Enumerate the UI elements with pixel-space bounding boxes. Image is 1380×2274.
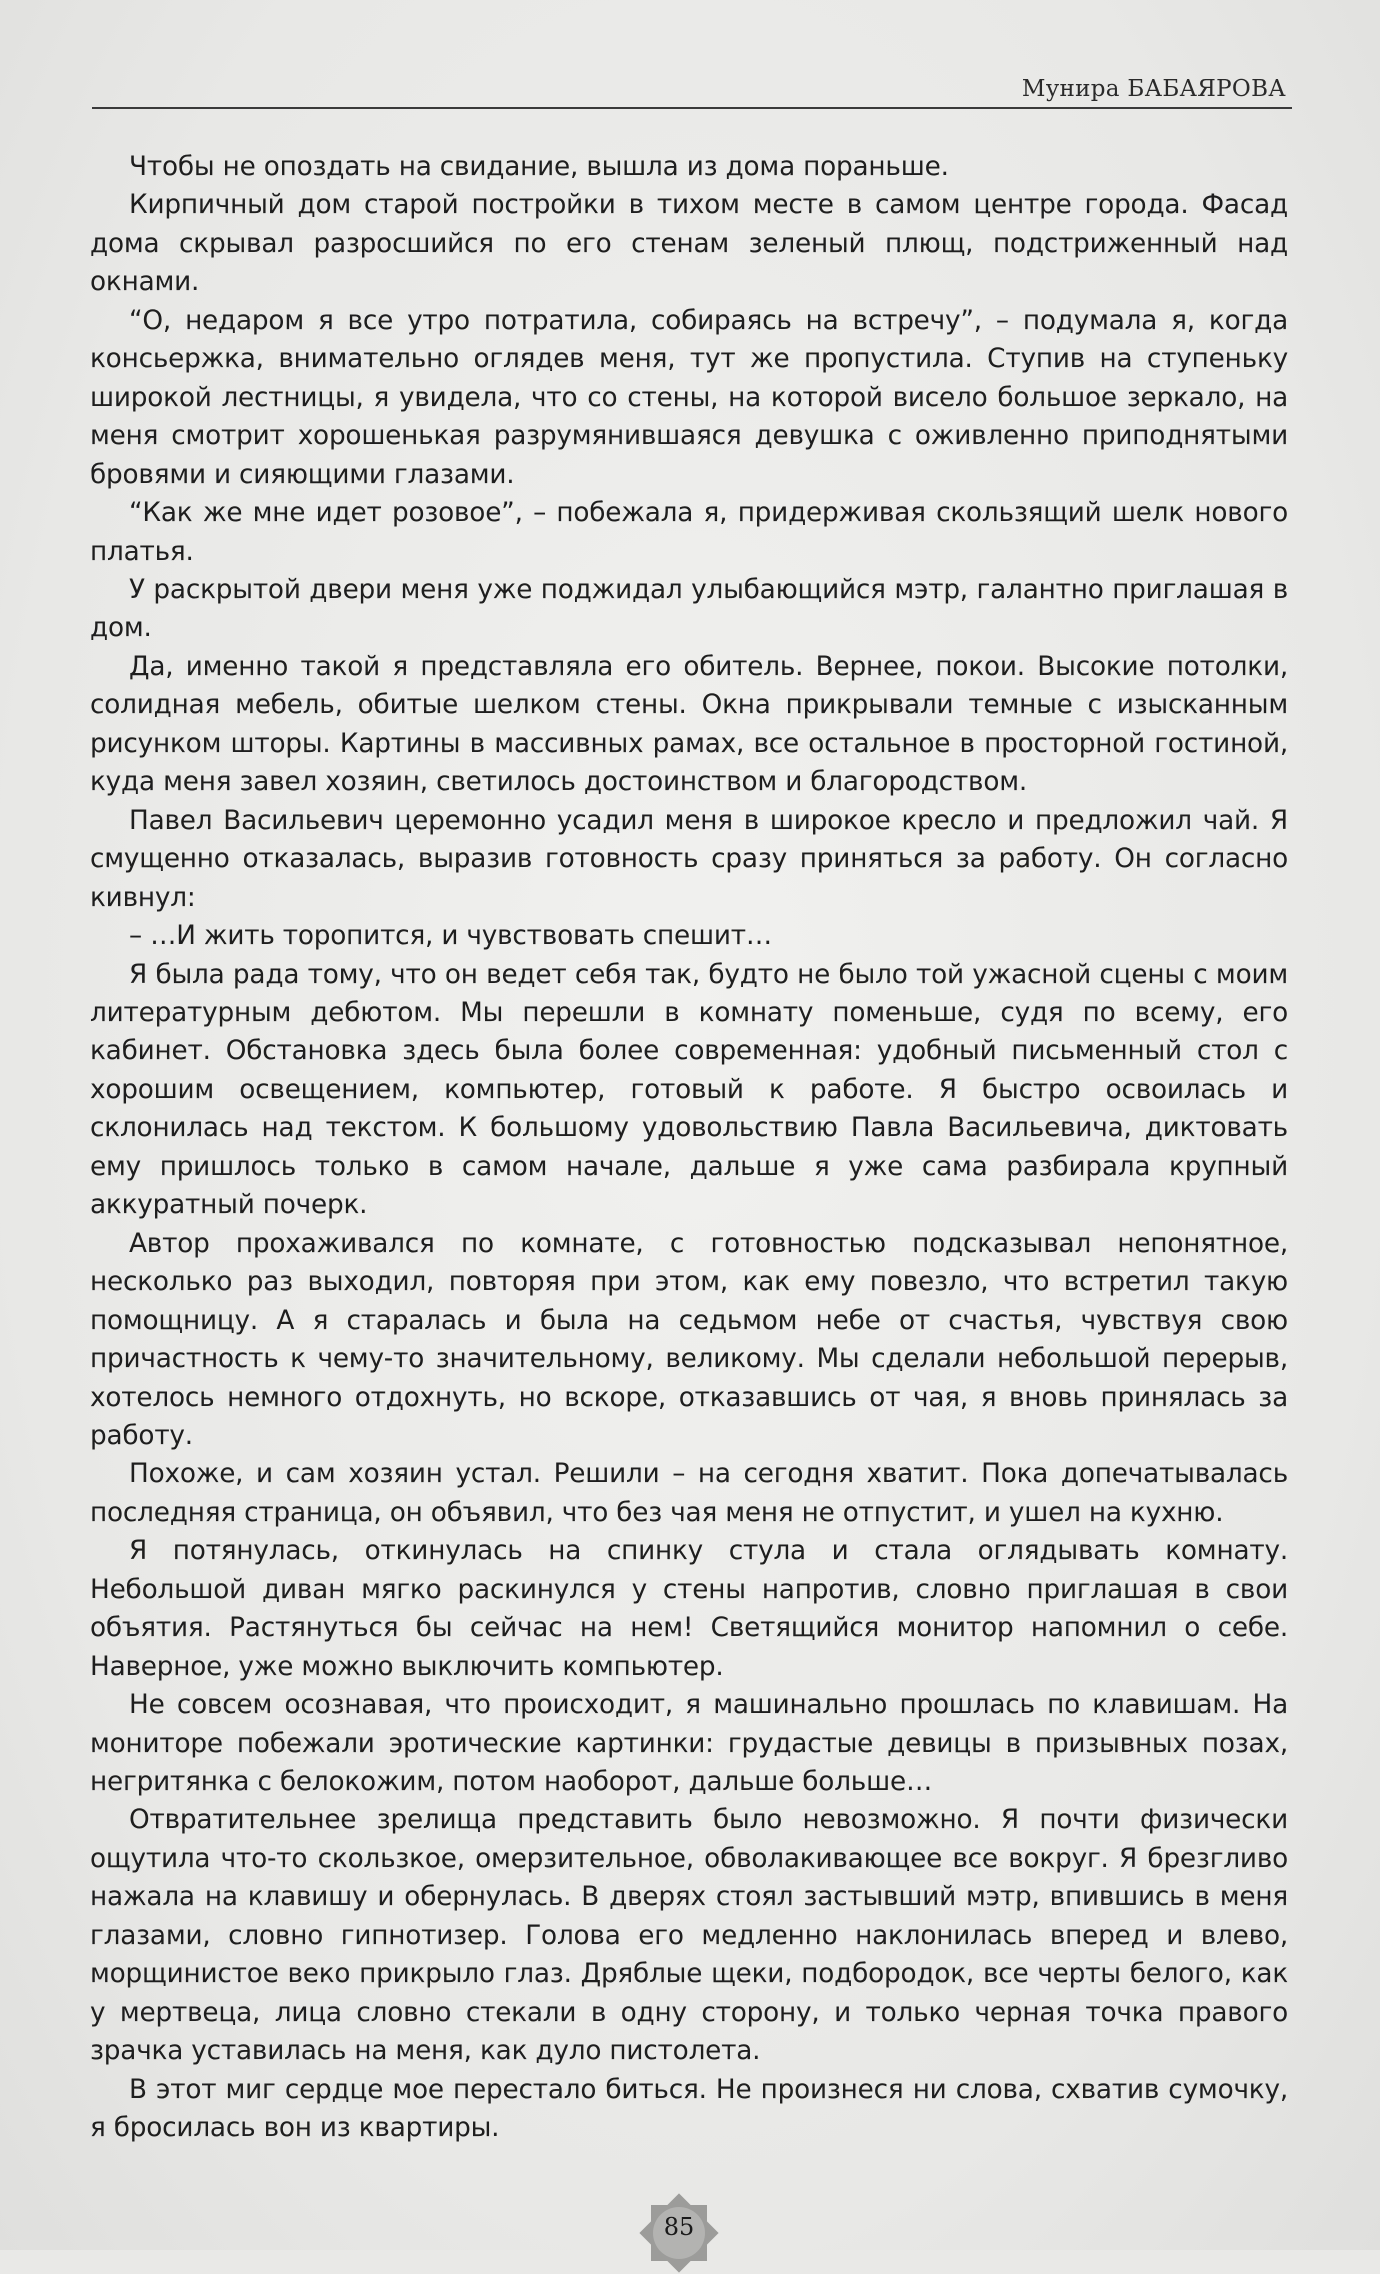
paragraph: Павел Васильевич церемонно усадил меня в широкое кресло и предложил чай. Я смущенно отказалась, выразив готовность сразу приняться за работу. Он согласно кивнул: [90, 805, 1288, 913]
paragraph: Не совсем осознавая, что происходит, я машинально прошлась по клавишам. На мониторе побежали эротические картинки: грудастые девицы в призывных позах, негритянка с белокожим, потом наоборот, дальше больше… [90, 1690, 1288, 1798]
paragraph: Чтобы не опоздать на свидание, вышла из дома пораньше. [129, 152, 949, 182]
paragraph: У раскрытой двери меня уже поджидал улыбающийся мэтр, галантно приглашая в дом. [90, 574, 1288, 644]
paragraph: Я потянулась, откинулась на спинку стула и стала оглядывать комнату. Небольшой диван мягко раскинулся у стены напротив, словно приглашая в свои объятия. Растянуться бы сейчас на нем! Светящийся монитор напомнил о себе. Наверное, уже можно выключить компьютер. [90, 1536, 1288, 1682]
header-rule [92, 107, 1292, 109]
paragraph: Да, именно такой я представляла его обитель. Вернее, покои. Высокие потолки, солидная мебель, обитые шелком стены. Окна прикрывали темные с изысканным рисунком шторы. Картины в массивных рамах, все остальное в просторной гостиной, куда меня завел хозяин, светилось достоинством и благородством. [90, 651, 1288, 798]
paragraph: Похоже, и сам хозяин устал. Решили – на сегодня хватит. Пока допечатывалась последняя страница, он объявил, что без чая меня не отпустит, и ушел на кухню. [90, 1459, 1288, 1528]
paragraph: В этот миг сердце мое перестало биться. Не произнеся ни слова, схватив сумочку, я бросилась вон из квартиры. [90, 2074, 1288, 2144]
paragraph: Я была рада тому, что он ведет себя так, будто не было той ужасной сцены с моим литературным дебютом. Мы перешли в комнату поменьше, судя по всему, его кабинет. Обстановка здесь была более современная: удобный письменный стол с хорошим освещением, компьютер, готовый к работе. Я быстро освоилась и склонилась над текстом. К большому удовольствию Павла Васильевича, диктовать ему пришлось только в самом начале, дальше я уже сама разбирала крупный аккуратный почерк. [90, 959, 1288, 1221]
paragraph: – …И жить торопится, и чувствовать спешит… [129, 921, 772, 952]
paragraph: “О, недаром я все утро потратила, собираясь на встречу”, – подумала я, когда консьержка, внимательно оглядев меня, тут же пропустила. Ступив на ступеньку широкой лестницы, я увидела, что со стены, на которой висело большое зеркало, на меня смотрит хорошенькая разрумянившаяся девушка с оживленно приподнятыми бровями и сияющими глазами. [90, 305, 1288, 490]
paragraph: Кирпичный дом старой постройки в тихом месте в самом центре города. Фасад дома скрывал разросшийся по его стенам зеленый плющ, подстриженный над окнами. [90, 190, 1288, 298]
paragraph: Автор прохаживался по комнате, с готовностью подсказывал непонятное, несколько раз выходил, повторяя при этом, как ему повезло, что встретил такую помощницу. А я старалась и была на седьмом небе от счастья, чувствуя свою причастность к чему-то значительному, великому. Мы сделали небольшой перерыв, хотелось немного отдохнуть, но вскоре, отказавшись от чая, я вновь принялась за работу. [90, 1228, 1288, 1451]
running-header-author: Мунира БАБАЯРОВА [1021, 76, 1286, 102]
page-number: 85 [663, 2213, 695, 2241]
body-text [90, 148, 1288, 2148]
running-header [92, 76, 1292, 110]
paragraph: “Как же мне идет розовое”, – побежала я, придерживая скользящий шелк нового платья. [90, 498, 1288, 567]
page-number-ornament [638, 2192, 720, 2274]
paragraph: Отвратительнее зрелища представить было невозможно. Я почти физически ощутила что-то скользкое, омерзительное, обволакивающее все вокруг. Я брезгливо нажала на клавишу и обернулась. В дверях стоял застывший мэтр, впившись в меня глазами, словно гипнотизер. Голова его медленно наклонилась вперед и влево, морщинистое веко прикрыло глаз. Дряблые щеки, подбородок, все черты белого, как у мертвеца, лица словно стекали в одну сторону, и только черная точка правого зрачка уставилась на меня, как дуло пистолета. [90, 1805, 1288, 2067]
